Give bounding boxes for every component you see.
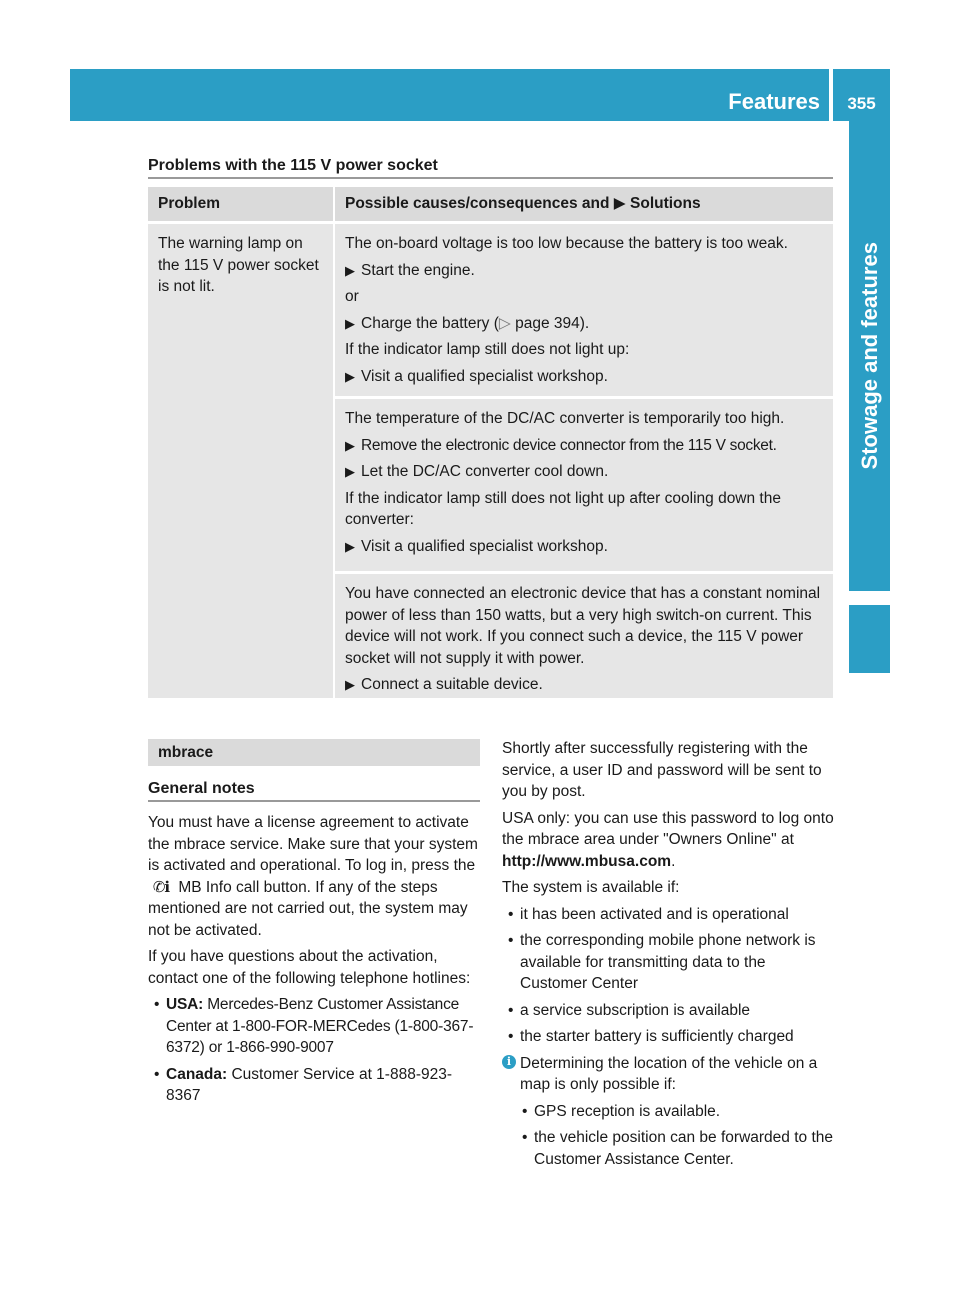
general-notes-title: General notes [148,780,255,797]
section-rule [148,177,833,179]
note-text: If the indicator lamp still does not light up after cooling down the converter: [345,489,781,528]
step-text: Remove the electronic device connector from the 115 V socket. [361,436,777,454]
step-item [345,260,827,282]
step-text: Start the engine. [361,261,475,279]
step-item [345,313,827,335]
mbrace-heading: mbrace [148,739,480,766]
info-icon: i [502,1055,516,1069]
general-notes-rule [148,800,480,802]
list-text: Mercedes-Benz Customer Assistance Center at 1-800-FOR-MERCedes (1-800-367-6372) or 1-866-990-9007 [166,996,474,1056]
step-text: Charge the battery ( [361,314,499,332]
paragraph: The system is available if: [502,879,680,896]
solution-cell-2 [335,399,833,571]
arrow-icon: ▶ [345,315,355,331]
paragraph-text: . [671,852,676,870]
list-item [148,1064,482,1107]
page-number: 355 [847,94,876,113]
cause-text: The temperature of the DC/AC converter is temporarily too high. [345,410,785,427]
info-note [502,1053,836,1096]
cause-text: The on-board voltage is too low because the battery is too weak. [345,235,788,252]
list-item: • the corresponding mobile phone network is available for transmitting data to the Customer Center [502,930,836,995]
or-text: or [345,288,359,305]
header-title: Features [728,89,820,114]
paragraph: Shortly after successfully registering with the service, a user ID and password will be sent to you by post. [502,740,822,800]
solution-cell-1 [335,224,833,396]
list-item: • the starter battery is sufficiently charged [502,1026,836,1048]
problem-cell: The warning lamp on the 115 V power socket is not lit. [148,224,333,698]
sub-list-item: • the vehicle position can be forwarded to the Customer Assistance Center. [502,1127,836,1170]
right-column [502,738,836,1175]
arrow-icon: ▶ [345,464,355,479]
step-item [345,536,827,558]
website-link[interactable]: http://www.mbusa.com [502,852,672,870]
step-text: Visit a qualified specialist workshop. [361,367,608,385]
arrow-icon: ▶ [345,437,355,453]
list-text: Customer Service at 1-888-923-8367 [166,1065,453,1104]
paragraph-text: MB Info call button. If any of the steps mentioned are not carried out, the system may not be activated. [148,878,468,939]
sub-list-item: • GPS reception is available. [502,1101,836,1123]
step-item [345,674,827,696]
arrow-icon: ▶ [345,677,355,692]
step-text: Let the DC/AC converter cool down. [361,463,609,480]
paragraph-text: You must have a license agreement to activate the mbrace service. Make sure that your system is activated and operational. To log in, press the [148,814,478,874]
note-text: If the indicator lamp still does not light up: [345,341,630,358]
side-tab-label: Stowage and features [856,242,882,470]
side-tab-marker [849,605,890,673]
step-text: Visit a qualified specialist workshop. [361,537,608,555]
list-label: USA: [166,996,204,1013]
paragraph-text: USA only: you can use this password to log onto the mbrace area under "Owners Online" at [502,809,834,848]
arrow-icon: ▶ [345,262,355,278]
phone-info-icon: ✆ℹ [152,878,170,896]
column-header-solutions [335,187,833,221]
step-text: Connect a suitable device. [361,676,543,693]
list-item: • a service subscription is available [502,1000,836,1022]
paragraph [148,812,482,941]
paragraph: If you have questions about the activation, contact one of the following telephone hotlines: [148,948,471,987]
side-tab [849,121,890,591]
step-item [345,366,827,388]
column-header-problem: Problem [148,187,333,221]
section-title: Problems with the 115 V power socket [148,157,438,174]
list-item [148,994,482,1059]
info-text: Determining the location of the vehicle on a map is only possible if: [520,1054,818,1093]
page-ref[interactable]: page 394). [515,314,590,332]
arrow-icon: ▶ [345,368,355,384]
column-header-solutions-label: Possible causes/consequences and ▶ Solutions [345,195,701,212]
step-item [345,461,827,483]
page-ref-icon: ▷ [498,314,511,332]
problems-table [148,187,833,698]
paragraph [502,808,836,873]
solution-cell-3 [335,574,833,698]
step-item [345,435,827,457]
list-item: • it has been activated and is operational [502,904,836,926]
cause-text: You have connected an electronic device that has a constant nominal power of less than 150 watts, but a very high switch-on current. This device will not work. If you connect such a device, the 115 V power socket will not supply it with power. [345,585,821,667]
arrow-icon: ▶ [345,538,355,554]
list-label: Canada: [166,1065,228,1083]
left-column [148,812,482,1112]
